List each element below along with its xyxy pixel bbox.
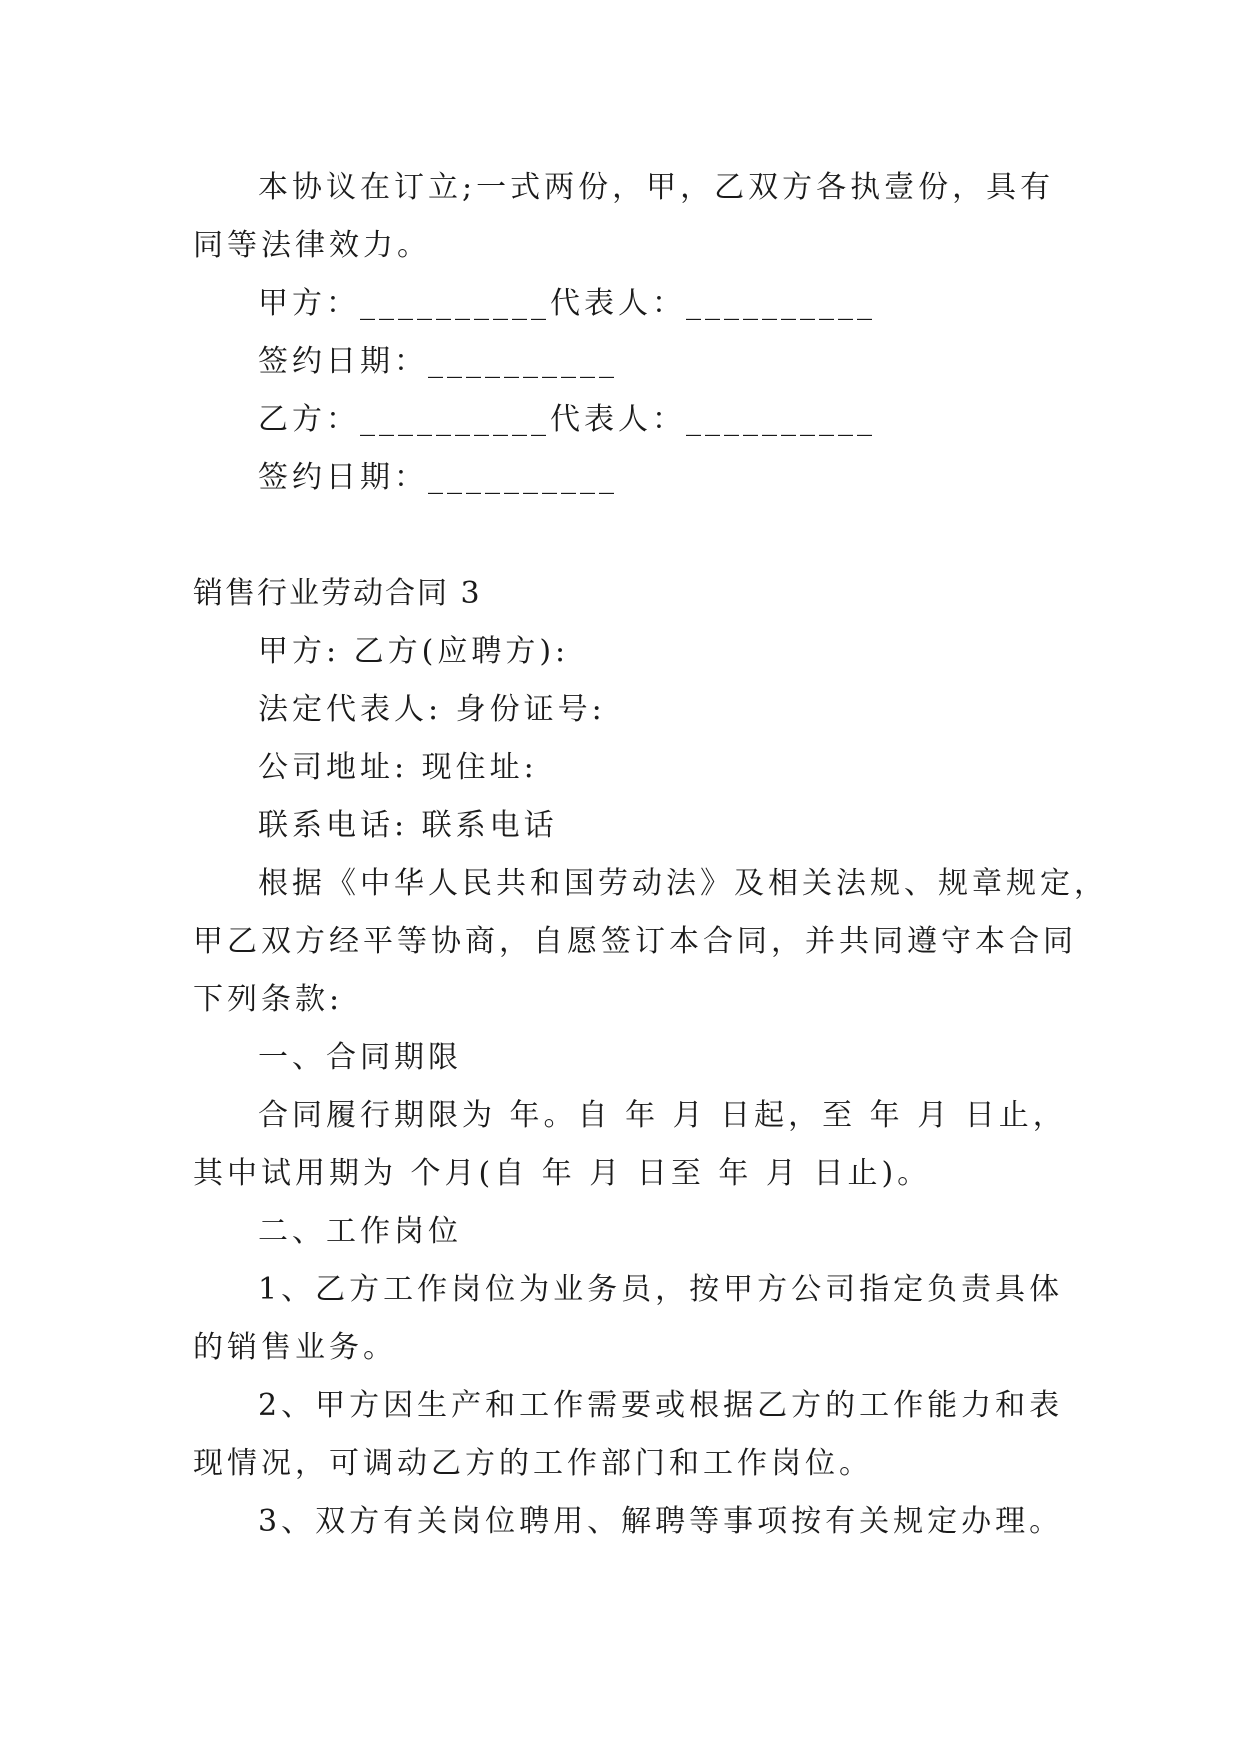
position-item-1-line-2: 的销售业务。 (193, 1330, 397, 1365)
section-heading-term: 一、合同期限 (258, 1040, 462, 1075)
term-line-2: 其中试用期为 个月(自 年 月 日至 年 月 日止)。 (193, 1156, 932, 1191)
section-heading-position: 二、工作岗位 (258, 1214, 462, 1249)
contract-title: 销售行业劳动合同 3 (193, 576, 482, 611)
position-item-3: 3、双方有关岗位聘用、解聘等事项按有关规定办理。 (258, 1504, 1064, 1539)
position-item-2-line-2: 现情况，可调动乙方的工作部门和工作岗位。 (193, 1446, 873, 1481)
agreement-clause-line-2: 同等法律效力。 (193, 228, 431, 263)
position-item-2-line-1: 2、甲方因生产和工作需要或根据乙方的工作能力和表 (258, 1388, 1064, 1423)
agreement-clause-line-1: 本协议在订立;一式两份，甲，乙双方各执壹份，具有 (258, 170, 1055, 205)
party-b-signature-line: 乙方：__________代表人：__________ (258, 402, 876, 437)
phone-line: 联系电话: 联系电话 (258, 808, 558, 843)
preamble-line-3: 下列条款: (193, 982, 344, 1017)
preamble-line-1: 根据《中华人民共和国劳动法》及相关法规、规章规定， (258, 866, 1108, 901)
legal-rep-line: 法定代表人: 身份证号: (258, 692, 606, 727)
position-item-1-line-1: 1、乙方工作岗位为业务员，按甲方公司指定负责具体 (258, 1272, 1064, 1307)
party-b-date-line: 签约日期：__________ (258, 460, 618, 495)
party-a-date-line: 签约日期：__________ (258, 344, 618, 379)
address-line: 公司地址: 现住址: (258, 750, 538, 785)
preamble-line-2: 甲乙双方经平等协商，自愿签订本合同，并共同遵守本合同 (193, 924, 1077, 959)
term-line-1: 合同履行期限为 年。自 年 月 日起，至 年 月 日止， (258, 1098, 1067, 1133)
party-line: 甲方: 乙方(应聘方): (258, 634, 570, 669)
party-a-signature-line: 甲方：__________代表人：__________ (258, 286, 876, 321)
